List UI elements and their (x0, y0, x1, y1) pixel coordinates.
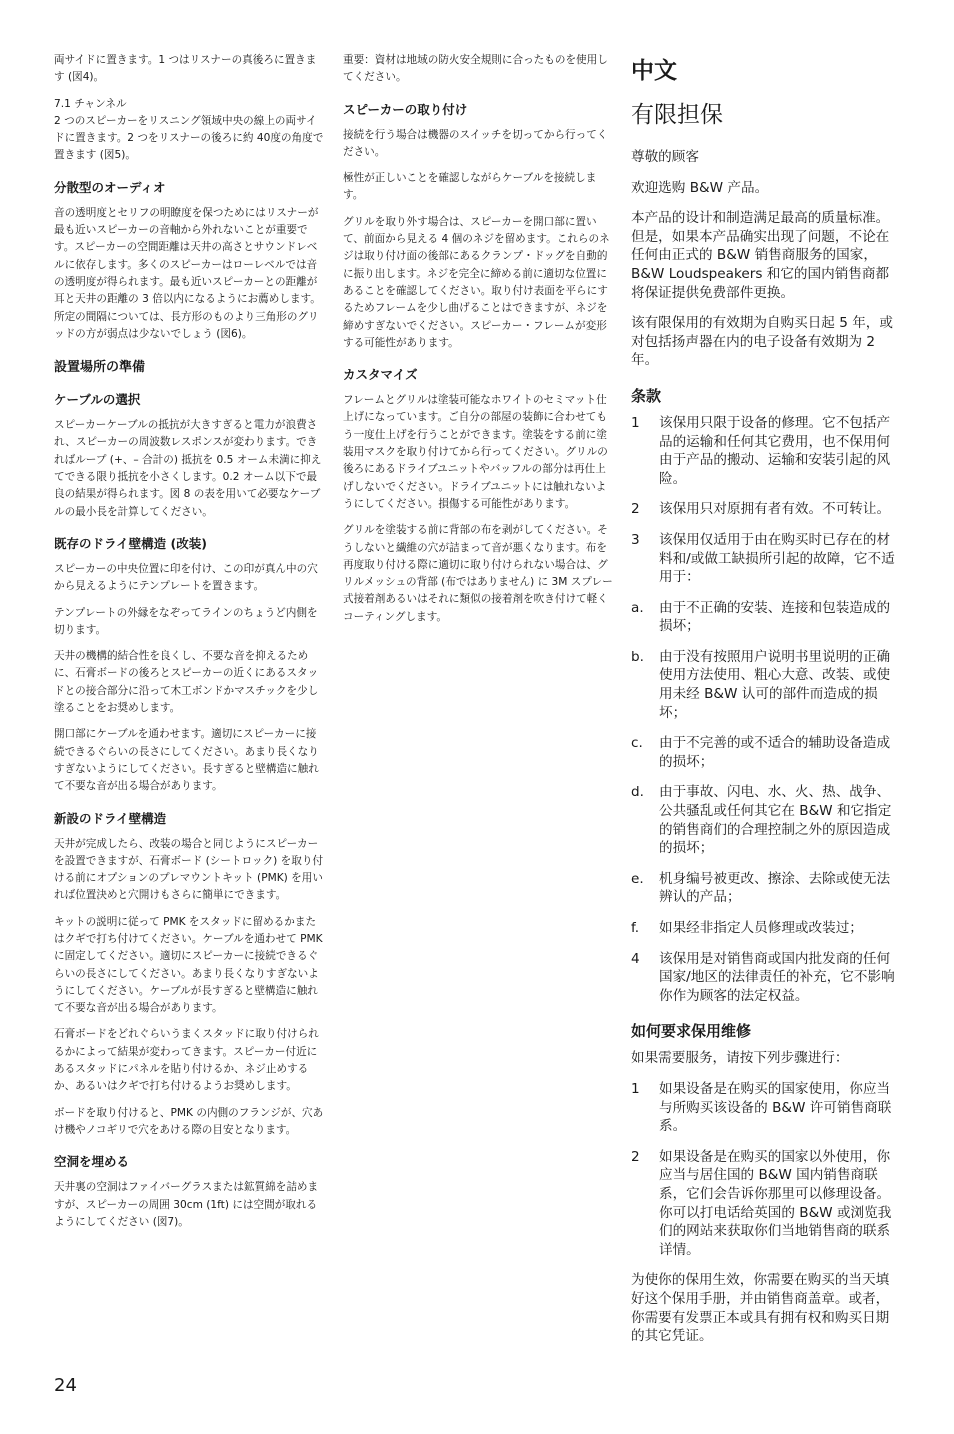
paragraph: スピーカーの中央位置に印を付け、この印が真ん中の穴から見えるようにテンプレートを置きます。 (54, 562, 318, 593)
greeting: 尊敬的顾客 (631, 149, 699, 165)
item-text: 机身编号被更改、擦涂、去除或使无法辨认的产品； (659, 870, 891, 906)
paragraph: 音の透明度とセリフの明瞭度を保つためにはリスナーが最も近いスピーカーの音軸から外れないことが重要です。スピーカーの空間距離は天井の高さとサウンドレベルに依存します。多くのスピーカーはローレベルでは音の透明度が得られます。最も近いスピーカーとの距離が耳と天井の距離の 3 倍以内になるようにお薦めします。所定の間隔については、長方形のものより三角形のグリッドの方が弱点は少ないでしょう (図6)。 (54, 206, 321, 340)
paragraph: 接続を行う場合は機器のスイッチを切ってから行ってください。 (343, 128, 608, 158)
paragraph: 天井が完成したら、改装の場合と同じようにスピーカーを設置できますが、石膏ボード (シートロック) を取り付ける前にオプションのプレマウントキット (PMK) を用いれば位置決めと穴開けもさらに簡単にできます。 (54, 837, 324, 902)
paragraph: 極性が正しいことを確認しながらケーブルを接続します。 (343, 172, 597, 202)
warranty-title: 有限担保 (631, 102, 723, 128)
paragraph: 石膏ボードをどれぐらいうまくスタッドに取り付けられるかによって結果が変わってきます。スピーカー付近にあるスタッドにパネルを貼り付けるか、ネジ止めするか、あるいはクギで打ち付けるようお奨めします。 (54, 1028, 319, 1093)
list-item (631, 870, 901, 907)
subheading-71-channel: 7.1 チャンネル (54, 97, 127, 110)
item-number: e. (631, 870, 644, 887)
item-text: 由于不正确的安装、连接和包装造成的损坏； (659, 599, 891, 635)
heading-fill-cavity: 空洞を埋める (54, 1154, 130, 1170)
list-item (631, 950, 901, 1006)
paragraph: ボードを取り付けると、PMK の内側のフランジが、穴あけ機やノコギリで穴をあける際の目安となります。 (54, 1106, 324, 1136)
item-text: 如果设备是在购买的国家使用，你应当与所购买该设备的 B&W 许可销售商联系。 (659, 1080, 892, 1135)
heading-claim-warranty: 如何要求保用维修 (631, 1022, 752, 1041)
heading-customize: カスタマイズ (343, 367, 418, 383)
list-item (631, 500, 901, 519)
japanese-column-middle (343, 52, 615, 635)
item-number: 1 (631, 1080, 640, 1097)
language-heading: 中文 (631, 58, 677, 84)
list-item (631, 414, 901, 488)
paragraph: 2 つのスピーカーをリスニング領域中央の線上の両サイドに置きます。2 つをリスナーの後ろに約 40度の角度で置きます (図5)。 (54, 114, 324, 162)
claim-intro: 如果需要服务，请按下列步骤进行： (631, 1050, 849, 1067)
heading-cable-selection: ケーブルの選択 (54, 392, 141, 408)
item-number: a. (631, 599, 644, 616)
paragraph: 本产品的设计和制造满足最高的质量标准。但是，如果本产品确实出现了问题，不论在任何由正式的 B&W 销售商服务的国家，B&W Loudspeakers 和它的国内销售商都将保证提供免费部件更换。 (631, 210, 890, 301)
list-item (631, 783, 901, 857)
list-item (631, 599, 901, 636)
list-item (631, 1080, 901, 1136)
item-number: 3 (631, 531, 640, 548)
claims-list (631, 1080, 901, 1259)
item-text: 该保用只对原拥有者有效。不可转让。 (659, 501, 891, 518)
item-text: 该保用是对销售商或国内批发商的任何国家/地区的法律责任的补充，它不影响你作为顾客的法定权益。 (659, 950, 895, 1004)
paragraph: グリルを塗装する前に背部の布を剥がしてください。そうしないと繊維の穴が詰まって音が悪くなります。布を再度取り付ける際に適切に取り付けられない場合は、グリルメッシュの背部 (布ではありません) に 3M スプレー式接着剤あるいはそれに類似の接着剤を吹き付けて軽くコーティングします。 (343, 524, 613, 623)
list-item (631, 734, 901, 771)
list-item (631, 1148, 901, 1260)
item-number: d. (631, 784, 644, 801)
item-number: c. (631, 735, 643, 752)
item-number: 2 (631, 501, 640, 518)
heading-speaker-mounting: スピーカーの取り付け (343, 101, 468, 117)
paragraph: 天井の機構的結合性を良くし、不要な音を抑えるために、石膏ボードの後ろとスピーカーの近くにあるスタッドとの接合部分に沿って木工ボンドかマスチックを少し塗ることをお奨めします。 (54, 650, 319, 715)
item-text: 该保用仅适用于由在购买时已存在的材料和/或做工缺损所引起的故障，它不适用于： (659, 531, 895, 586)
paragraph-important-note: 重要：資材は地域の防火安全規則に合ったものを使用してください。 (343, 54, 608, 84)
item-number: 2 (631, 1148, 640, 1165)
heading-distributed-audio: 分散型のオーディオ (54, 179, 166, 195)
item-number: 4 (631, 950, 640, 967)
page-number: 24 (54, 1375, 77, 1396)
heading-new-drywall: 新設のドライ壁構造 (54, 810, 167, 826)
item-number: 1 (631, 414, 640, 431)
item-text: 由于不完善的或不适合的辅助设备造成的损坏； (659, 735, 891, 770)
item-text: 由于没有按照用户说明书里说明的正确使用方法使用、粗心大意、改装、或使用未经 B&W 认可的部件而造成的损坏； (659, 648, 891, 721)
list-item (631, 919, 901, 938)
paragraph: フレームとグリルは塗装可能なホワイトのセミマット仕上げになっています。ご自分の部屋の装飾に合わせてもう一度仕上げを行うことができます。塗装をする前に塗装用マスクを取り付けてから行ってください。グリルの後ろにあるドライブユニットやバッフルの部分は再仕上げしないでください。ドライブユニットには触れないようにしてください。損傷する可能性があります。 (343, 394, 608, 510)
heading-terms: 条款 (631, 386, 662, 405)
chinese-warranty-column (631, 52, 901, 1358)
heading-existing-drywall: 既存のドライ壁構造 (改装) (54, 535, 207, 551)
paragraph: スピーカーケーブルの抵抗が大きすぎると電力が浪費され、スピーカーの周波数レスポンスが変わります。できればループ (+、– 合計の) 抵抗を 0.5 オーム未満に抑えてできる限り抵抗を小さくします。0.2 オーム以下で最良の結果が得られます。図 8 の表を用いて必要なケーブルの最小長を計算してください。 (54, 419, 322, 518)
item-number: b. (631, 648, 644, 665)
paragraph: グリルを取り外す場合は、スピーカーを開口部に置いて、前面から見える 4 個のネジを留めます。これらのネジは取り付け面の後部にあるクランプ・ドッグを自動的に振り出します。ネジを完全に締める前に適切な位置にあることを確認してください。取り付け表面を平らにするためフレームを少し曲げることはできますが、ネジを締めすぎないでください。スピーカー・フレームが変形する可能性があります。 (343, 215, 610, 349)
paragraph: 该有限保用的有效期为自购买日起 5 年，或对包括扬声器在内的电子设备有效期为 2 年。 (631, 315, 893, 369)
japanese-column-left (54, 52, 326, 1240)
item-text: 如果经非指定人员修理或改装过； (659, 920, 863, 936)
item-text: 该保用只限于设备的修理。它不包括产品的运输和任何其它费用，也不保用何由于产品的搬动、运输和安装引起的风险。 (659, 414, 891, 487)
item-text: 由于事故、闪电、水、火、热、战争、公共骚乱或任何其它在 B&W 和它指定的销售商们的合理控制之外的原因造成的损坏； (659, 784, 892, 857)
paragraph: 開口部にケーブルを通わせます。適切にスピーカーに接続できるぐらいの長さにしてください。あまり長くなりすぎないようにしてください。長すぎると壁構造に触れて不要な音が出る場合があります。 (54, 728, 319, 793)
paragraph: 両サイドに置きます。1 つはリスナーの真後ろに置きます (図4)。 (54, 54, 317, 84)
list-item (631, 531, 901, 587)
heading-site-preparation: 設置場所の準備 (54, 360, 146, 376)
welcome-line: 欢迎选购 B&W 产品。 (631, 179, 769, 196)
paragraph: テンプレートの外縁をなぞってラインのちょうど内側を切ります。 (54, 606, 318, 636)
paragraph: 天井裏の空洞はファイバーグラスまたは鉱質綿を詰めますが、スピーカーの周囲 30cm (1ft) には空間が取れるようにしてください (図7)。 (54, 1181, 319, 1228)
item-text: 如果设备是在购买的国家以外使用，你应当与居住国的 B&W 国内销售商联系，它们会告诉你那里可以修理设备。你可以打电话给英国的 B&W 或浏览我们的网站来获取你们当地销售商的联系详情。 (659, 1148, 892, 1258)
item-number: f. (631, 920, 640, 936)
list-item (631, 648, 901, 722)
closing-paragraph: 为使你的保用生效，你需要在购买的当天填好这个保用手册，并由销售商盖章。或者，你需要有发票正本或具有拥有权和购买日期的其它凭证。 (631, 1272, 890, 1345)
paragraph: キットの説明に従って PMK をスタッドに留めるかまたはクギで打ち付けてください。ケーブルを通わせて PMK に固定してください。適切にスピーカーに接続できるぐらいの長さにしてください。あまり長くなりすぎないようにしてください。ケーブルが長すぎると壁構造に触れて不要な音が出る場合があります。 (54, 915, 323, 1015)
terms-list (631, 414, 901, 1005)
